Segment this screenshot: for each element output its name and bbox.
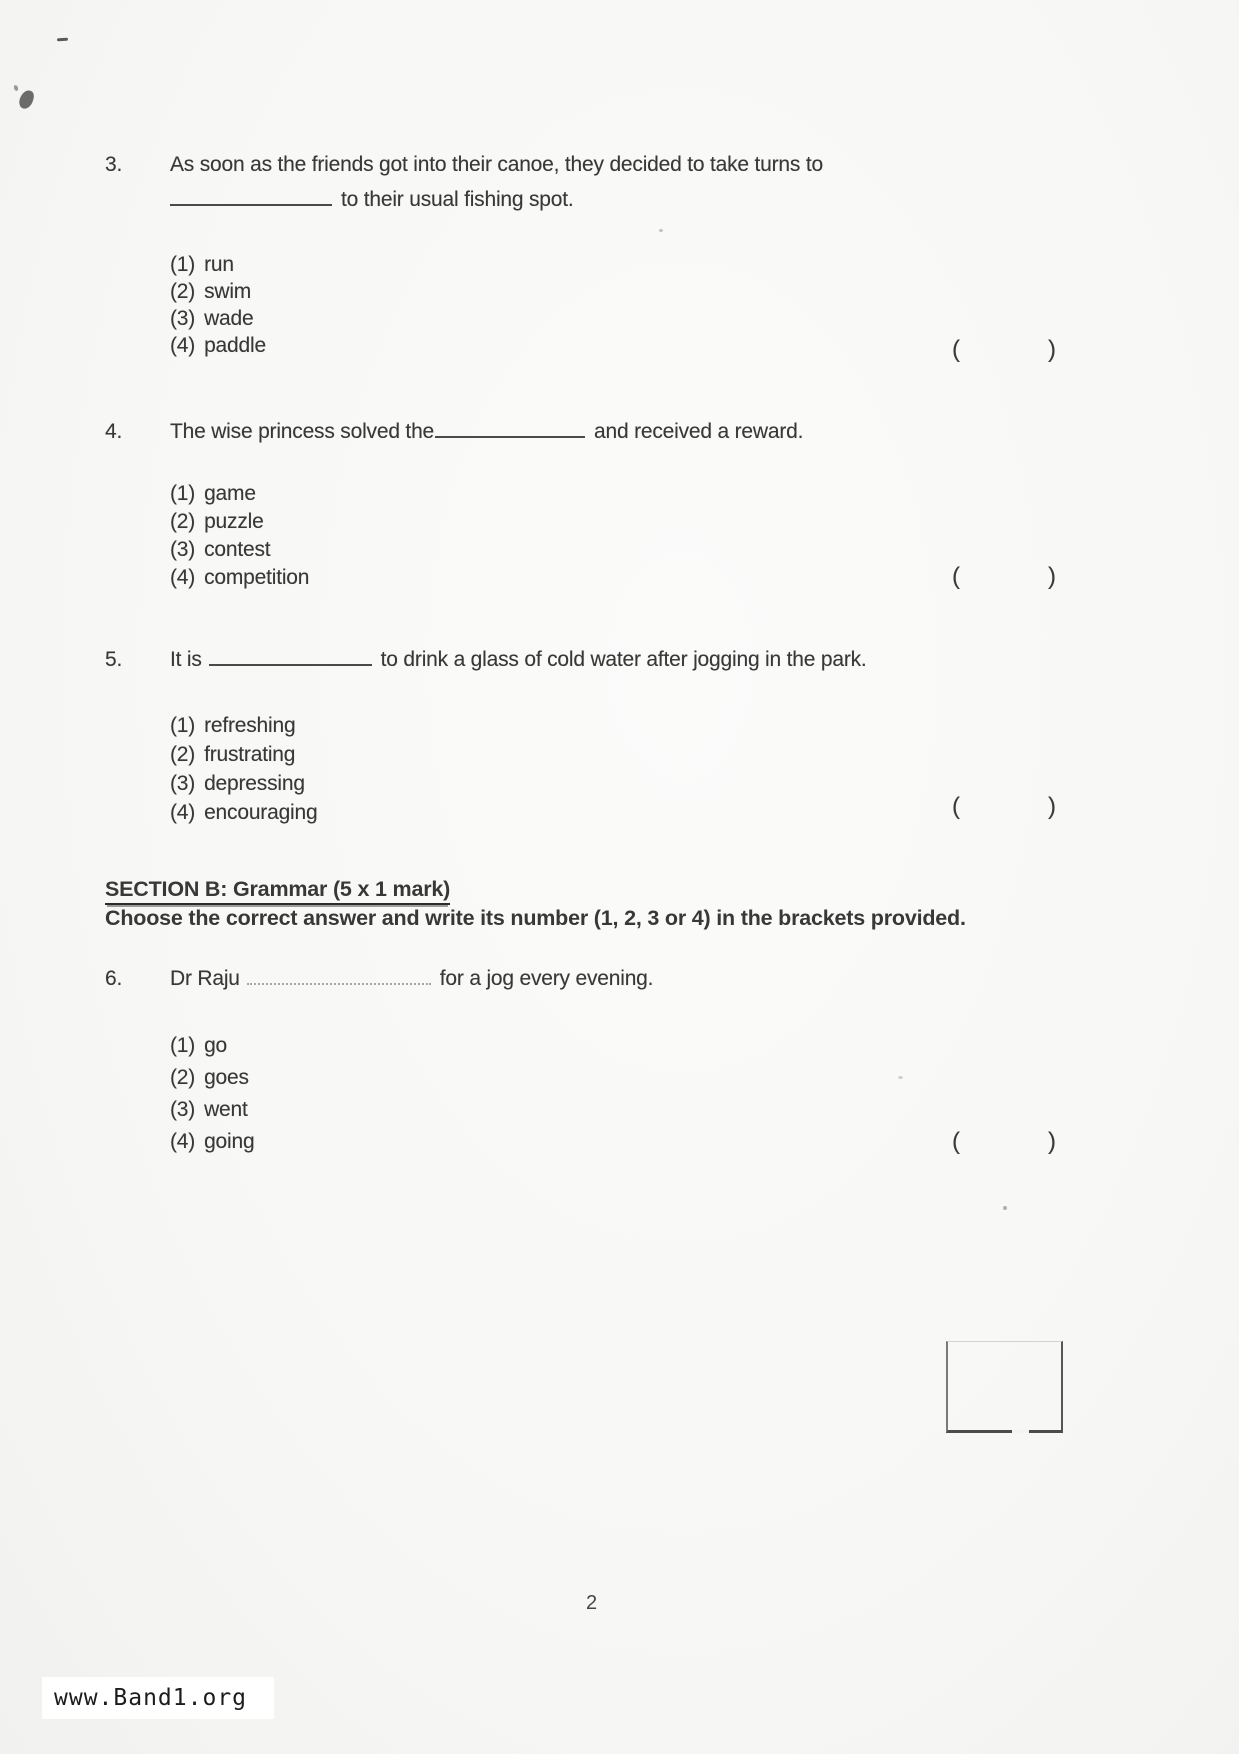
page-number: 2 (586, 1592, 598, 1614)
question-3-stem-line1 (105, 153, 823, 177)
option-number: (1) (170, 482, 196, 505)
option-number: (1) (170, 253, 196, 276)
answer-blank (170, 190, 332, 206)
answer-blank (435, 422, 585, 438)
option-row (170, 798, 317, 827)
option-number: (3) (170, 772, 196, 795)
question-4-text-after-blank: and received a reward. (594, 420, 804, 443)
question-6-text-after-blank: for a jog every evening. (439, 967, 654, 990)
option-label: go (204, 1034, 228, 1057)
option-row (170, 1094, 254, 1126)
option-row (170, 251, 266, 278)
question-3-text: As soon as the friends got into their canoe, they decided to take turns to (170, 153, 823, 176)
question-4-text-before-blank: The wise princess solved the (170, 420, 435, 443)
open-bracket: ( (952, 793, 960, 820)
option-number: (2) (170, 280, 196, 303)
question-3-options (170, 251, 266, 359)
answer-blank (209, 650, 372, 666)
close-bracket: ) (1048, 336, 1056, 363)
scan-artifact-dash (57, 38, 68, 42)
close-bracket: ) (1048, 563, 1056, 590)
option-number: (1) (170, 1034, 196, 1057)
question-5-text-before-blank: It is (170, 648, 202, 671)
option-label: refreshing (204, 714, 296, 737)
question-4-number: 4. (105, 420, 123, 443)
question-6-text-before-blank: Dr Raju (170, 967, 240, 990)
close-bracket: ) (1048, 1128, 1056, 1155)
option-label: puzzle (204, 510, 264, 533)
option-row (170, 740, 317, 769)
scan-artifact-speck (898, 1076, 903, 1079)
option-label: encouraging (204, 801, 318, 824)
option-number: (3) (170, 1098, 196, 1121)
option-label: frustrating (204, 743, 296, 766)
option-number: (2) (170, 743, 196, 766)
question-3-answer-brackets (952, 336, 1056, 364)
scan-artifact-ink-speck (13, 84, 19, 91)
question-6-options (170, 1030, 254, 1158)
question-5-options (170, 711, 317, 827)
section-b-instruction: Choose the correct answer and write its number (1, 2, 3 or 4) in the brackets provided. (105, 906, 966, 930)
option-number: (4) (170, 801, 196, 824)
answer-blank (247, 969, 431, 985)
question-4-stem (105, 420, 803, 444)
watermark-strip (42, 1677, 274, 1719)
option-number: (4) (170, 566, 196, 589)
option-label: going (204, 1130, 255, 1153)
option-row (170, 536, 309, 564)
option-row (170, 305, 266, 332)
question-5-answer-brackets (952, 793, 1056, 821)
option-row (170, 332, 266, 359)
question-6-answer-brackets (952, 1128, 1056, 1156)
option-label: contest (204, 538, 271, 561)
question-4-answer-brackets (952, 563, 1056, 591)
option-row (170, 480, 309, 508)
option-label: competition (204, 566, 310, 589)
option-label: goes (204, 1066, 249, 1089)
option-row (170, 278, 266, 305)
close-bracket: ) (1048, 793, 1056, 820)
option-number: (1) (170, 714, 196, 737)
option-row (170, 1126, 254, 1158)
option-row (170, 769, 317, 798)
marks-box-line-gap (1012, 1430, 1029, 1433)
option-number: (2) (170, 1066, 196, 1089)
option-label: paddle (204, 334, 266, 357)
option-label: went (204, 1098, 248, 1121)
question-5-stem (105, 648, 867, 672)
open-bracket: ( (952, 563, 960, 590)
option-row (170, 564, 309, 592)
option-number: (4) (170, 334, 196, 357)
option-number: (2) (170, 510, 196, 533)
scan-artifact-speck (659, 229, 663, 232)
scan-artifact-ink-blot (17, 88, 35, 110)
option-label: swim (204, 280, 252, 303)
option-number: (3) (170, 307, 196, 330)
option-row (170, 1062, 254, 1094)
watermark-text: www.Band1.org (54, 1685, 248, 1711)
open-bracket: ( (952, 336, 960, 363)
option-row (170, 508, 309, 536)
question-6-number: 6. (105, 967, 123, 990)
option-label: depressing (204, 772, 305, 795)
option-number: (3) (170, 538, 196, 561)
question-5-text-after-blank: to drink a glass of cold water after jogging in the park. (380, 648, 867, 671)
open-bracket: ( (952, 1128, 960, 1155)
option-row (170, 711, 317, 740)
option-number: (4) (170, 1130, 196, 1153)
option-label: game (204, 482, 256, 505)
question-5-number: 5. (105, 648, 123, 671)
question-4-options (170, 480, 309, 592)
question-6-stem (105, 967, 653, 991)
question-3-number: 3. (105, 153, 123, 176)
question-3-stem-line2 (170, 188, 574, 212)
option-label: run (204, 253, 234, 276)
question-3-text-after-blank: to their usual fishing spot. (341, 188, 574, 211)
marks-box (946, 1341, 1063, 1433)
option-row (170, 1030, 254, 1062)
scan-artifact-speck (1003, 1206, 1007, 1210)
option-label: wade (204, 307, 254, 330)
section-b-title: SECTION B: Grammar (5 x 1 mark) (105, 877, 450, 905)
